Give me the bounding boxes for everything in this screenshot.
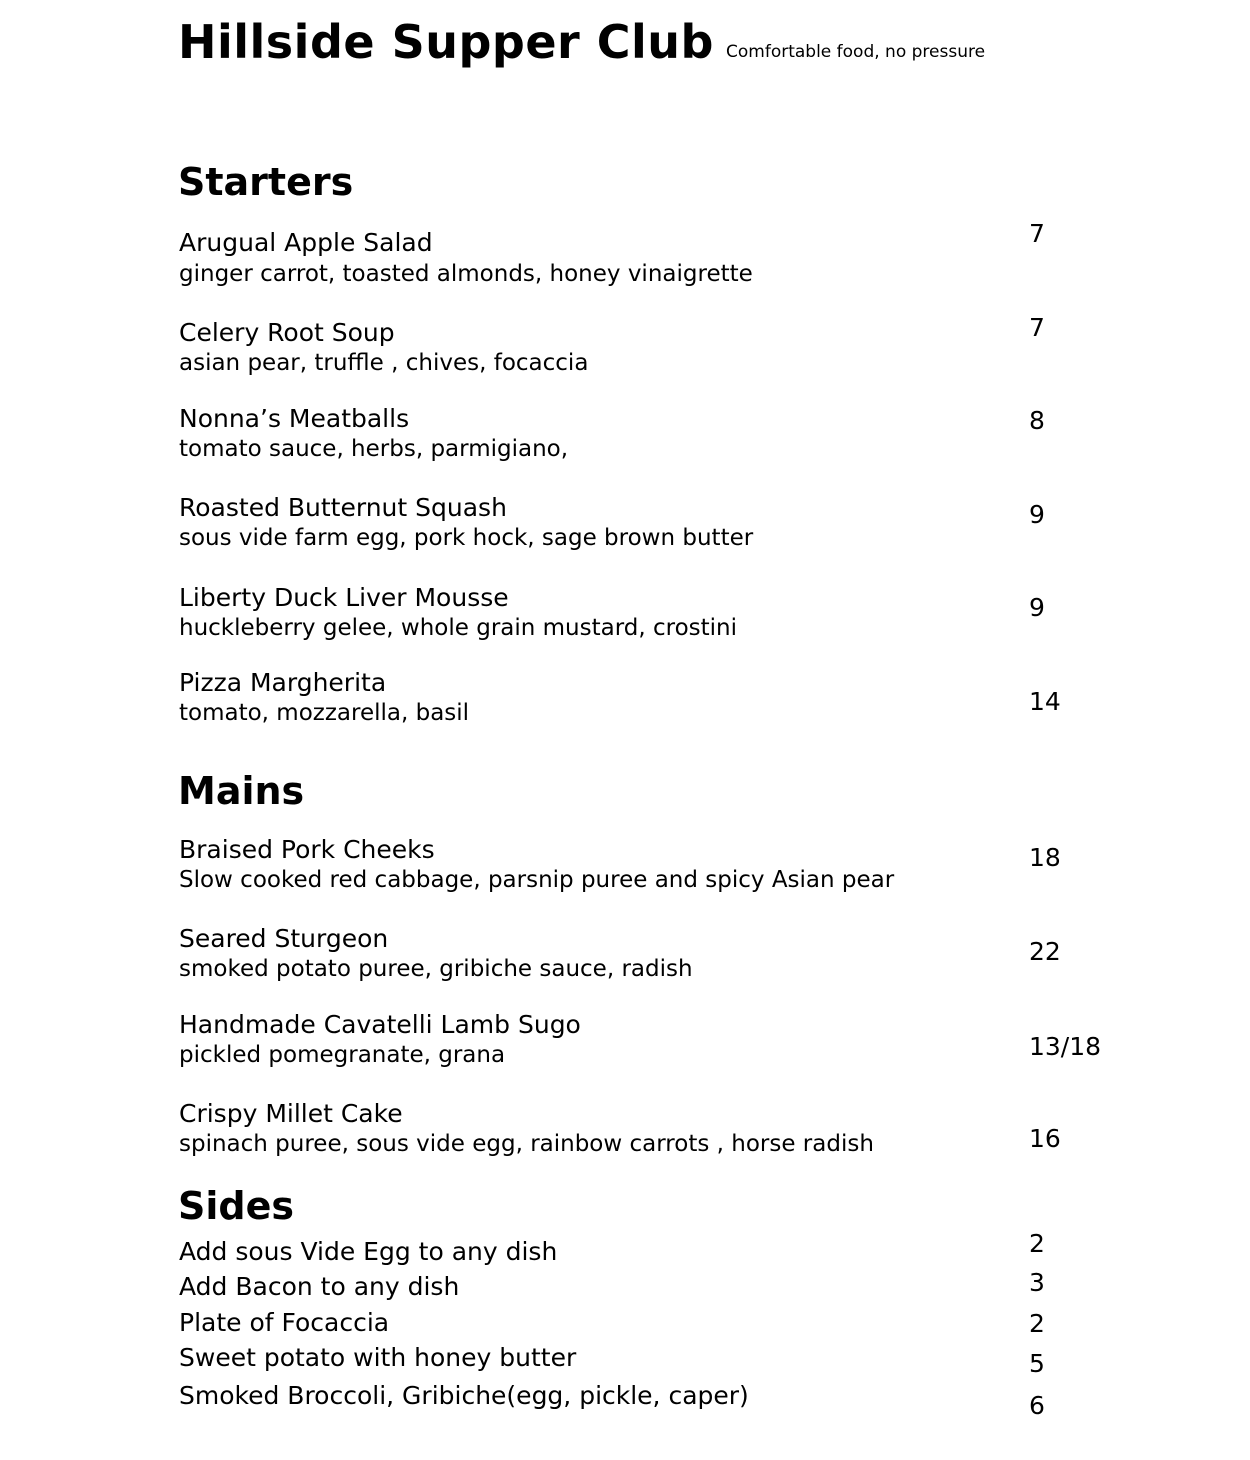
main-item-description: smoked potato puree, gribiche sauce, radish [179,956,693,982]
starter-item-name: Arugual Apple Salad [179,228,433,257]
side-item-price: 2 [1029,1229,1045,1258]
side-item-price: 6 [1029,1391,1045,1420]
main-item-name: Handmade Cavatelli Lamb Sugo [179,1010,581,1039]
starter-item-description: tomato, mozzarella, basil [179,700,470,726]
main-item-price: 18 [1029,843,1061,872]
side-item-name: Add sous Vide Egg to any dish [179,1237,558,1266]
starter-item-price: 14 [1029,687,1061,716]
starter-item-description: asian pear, truffle , chives, focaccia [179,350,589,376]
side-item-price: 2 [1029,1309,1045,1338]
starter-item-name: Pizza Margherita [179,668,387,697]
side-item-price: 3 [1029,1268,1045,1297]
main-item-price: 16 [1029,1124,1061,1153]
section-heading-starters: Starters [178,160,354,204]
starter-item-description: tomato sauce, herbs, parmigiano, [179,436,569,462]
main-item-name: Crispy Millet Cake [179,1099,403,1128]
starter-item-price: 9 [1029,593,1045,622]
side-item-name: Smoked Broccoli, Gribiche(egg, pickle, caper) [179,1381,749,1410]
section-heading-sides: Sides [178,1184,294,1228]
starter-item-price: 7 [1029,219,1045,248]
main-item-price: 22 [1029,937,1061,966]
side-item-name: Add Bacon to any dish [179,1272,460,1301]
side-item-name: Sweet potato with honey butter [179,1343,577,1372]
starter-item-description: ginger carrot, toasted almonds, honey vinaigrette [179,261,753,287]
restaurant-title: Hillside Supper Club [178,15,714,69]
main-item-name: Seared Sturgeon [179,924,389,953]
starter-item-description: huckleberry gelee, whole grain mustard, crostini [179,615,738,641]
main-item-description: spinach puree, sous vide egg, rainbow carrots , horse radish [179,1131,874,1157]
starter-item-price: 7 [1029,313,1045,342]
starter-item-name: Liberty Duck Liver Mousse [179,583,509,612]
main-item-description: pickled pomegranate, grana [179,1042,506,1068]
section-heading-mains: Mains [178,769,305,813]
tagline: Comfortable food, no pressure [726,42,986,62]
starter-item-name: Roasted Butternut Squash [179,493,507,522]
side-item-price: 5 [1029,1349,1045,1378]
starter-item-name: Celery Root Soup [179,318,395,347]
starter-item-name: Nonna’s Meatballs [179,404,410,433]
starter-item-price: 9 [1029,500,1045,529]
main-item-name: Braised Pork Cheeks [179,835,435,864]
main-item-description: Slow cooked red cabbage, parsnip puree and spicy Asian pear [179,867,895,893]
main-item-price: 13/18 [1029,1032,1102,1061]
starter-item-price: 8 [1029,406,1045,435]
side-item-name: Plate of Focaccia [179,1308,390,1337]
starter-item-description: sous vide farm egg, pork hock, sage brown butter [179,525,754,551]
